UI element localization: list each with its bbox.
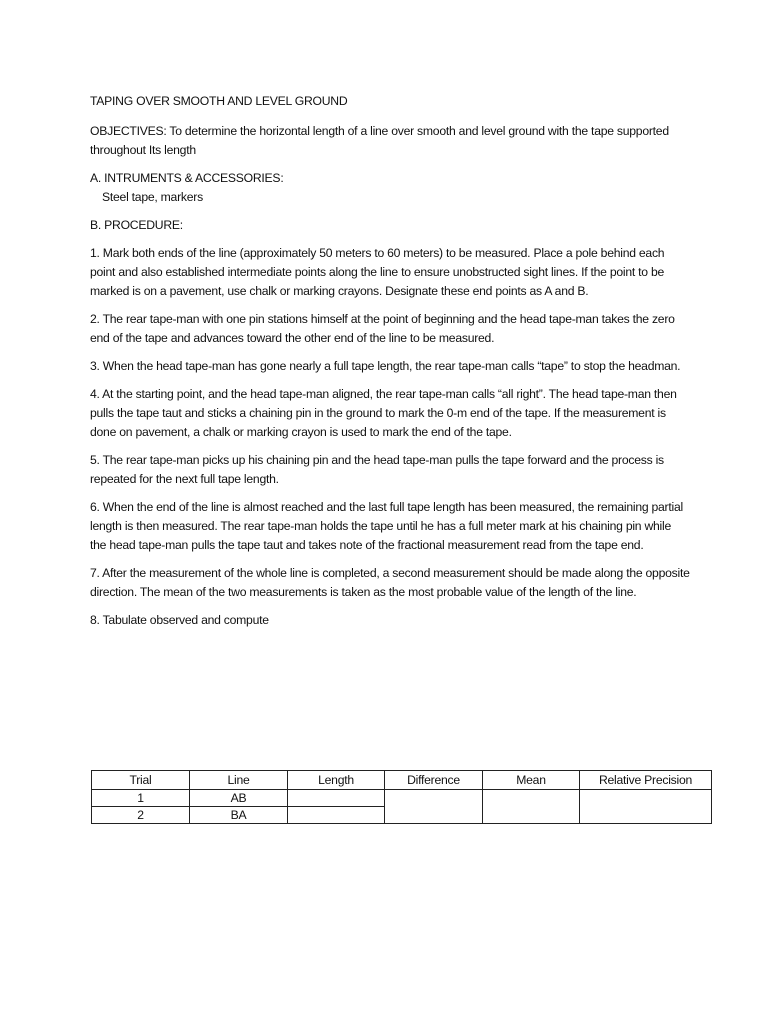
cell-mean[interactable]	[483, 790, 580, 824]
objectives-text: OBJECTIVES: To determine the horizontal length of a line over smooth and level ground with the tape supported throughout Its length	[90, 124, 669, 157]
procedure-step-2: 2. The rear tape-man with one pin stations himself at the point of beginning and the head tape-man takes the zero end of the tape and advances toward the other end of the line to be measured.	[90, 312, 675, 345]
procedure-step-8: 8. Tabulate observed and compute	[90, 613, 269, 627]
procedure-heading: B. PROCEDURE:	[90, 218, 183, 232]
cell-trial: 2	[92, 807, 190, 824]
results-table-wrapper	[91, 770, 712, 824]
instruments-items: Steel tape, markers	[102, 190, 203, 204]
cell-line: BA	[190, 807, 288, 824]
document-title: TAPING OVER SMOOTH AND LEVEL GROUND	[90, 94, 348, 108]
procedure-step-3: 3. When the head tape-man has gone nearly a full tape length, the rear tape-man calls “tape” to stop the headman.	[90, 359, 681, 373]
header-length: Length	[288, 771, 385, 790]
procedure-step-6: 6. When the end of the line is almost reached and the last full tape length has been measured, the remaining partial length is then measured. The rear tape-man holds the tape until he has a full meter mark at his chaining pin while the head tape-man pulls the tape taut and takes note of the fractional measurement read from the tape end.	[90, 500, 683, 552]
cell-difference[interactable]	[385, 790, 483, 824]
instruments-section	[90, 169, 690, 207]
header-relative-precision: Relative Precision	[580, 771, 712, 790]
document-page	[90, 92, 690, 639]
results-table	[91, 770, 712, 824]
cell-length[interactable]	[288, 807, 385, 824]
header-trial: Trial	[92, 771, 190, 790]
cell-trial: 1	[92, 790, 190, 807]
table-header-row	[92, 771, 712, 790]
cell-length[interactable]	[288, 790, 385, 807]
header-line: Line	[190, 771, 288, 790]
procedure-step-7: 7. After the measurement of the whole line is completed, a second measurement should be made along the opposite direction. The mean of the two measurements is taken as the most probable value of the length of the line.	[90, 566, 690, 599]
cell-line: AB	[190, 790, 288, 807]
cell-relative-precision[interactable]	[580, 790, 712, 824]
procedure-step-5: 5. The rear tape-man picks up his chaining pin and the head tape-man pulls the tape forward and the process is repeated for the next full tape length.	[90, 453, 664, 486]
instruments-heading: A. INTRUMENTS & ACCESSORIES:	[90, 171, 284, 185]
procedure-step-4: 4. At the starting point, and the head tape-man aligned, the rear tape-man calls “all right”. The head tape-man then pulls the tape taut and sticks a chaining pin in the ground to mark the 0-m end of the tape. If the measurement is done on pavement, a chalk or marking crayon is used to mark the end of the tape.	[90, 387, 677, 439]
header-difference: Difference	[385, 771, 483, 790]
procedure-step-1: 1. Mark both ends of the line (approximately 50 meters to 60 meters) to be measured. Place a pole behind each point and also established intermediate points along the line to ensure unobstructed sight lines. If the point to be marked is on a pavement, use chalk or marking crayons. Designate these end points as A and B.	[90, 246, 665, 298]
header-mean: Mean	[483, 771, 580, 790]
table-row	[92, 790, 712, 807]
